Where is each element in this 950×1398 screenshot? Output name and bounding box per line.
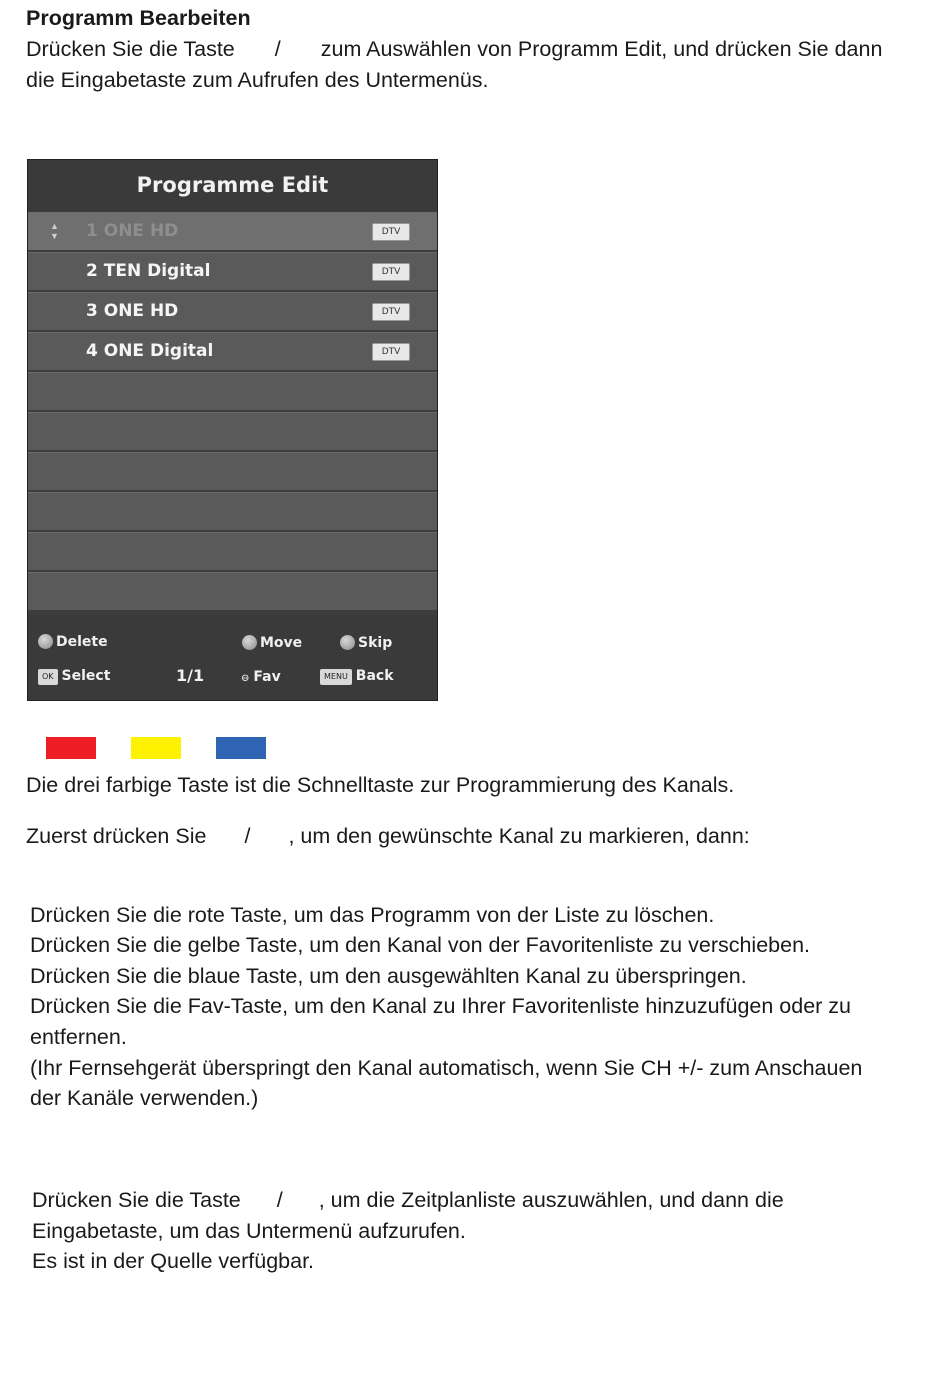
channel-list [28, 212, 437, 612]
delete-label: Delete [56, 634, 108, 650]
move-label: Move [260, 635, 303, 651]
channel-label: 1 ONE HD [86, 221, 179, 241]
empty-row [28, 372, 437, 410]
menu-footer [28, 615, 437, 700]
empty-row [28, 452, 437, 490]
dtv-badge: DTV [372, 303, 410, 321]
yellow-button-icon [242, 635, 257, 650]
intro-line-1 [26, 34, 882, 65]
menu-title: Programme Edit [28, 160, 437, 211]
delete-hint[interactable] [38, 633, 108, 651]
first-text-1: Zuerst drücken Sie [26, 824, 207, 848]
schedule-line-3: Es ist in der Quelle verfügbar. [32, 1249, 315, 1273]
fav-label: Fav [253, 669, 281, 685]
blue-button-icon [340, 635, 355, 650]
empty-row [28, 532, 437, 570]
channel-row[interactable] [28, 212, 437, 250]
move-hint[interactable] [242, 634, 302, 652]
channel-row[interactable] [28, 252, 437, 290]
red-key-swatch [46, 737, 96, 759]
instruction-line: (Ihr Fernsehgerät überspringt den Kanal automatisch, wenn Sie CH +/- zum Anschauen [30, 1056, 863, 1080]
schedule-line-1 [32, 1185, 784, 1216]
programme-edit-menu [27, 159, 438, 701]
empty-row [28, 572, 437, 610]
skip-label: Skip [358, 635, 393, 651]
back-label: Back [355, 668, 394, 684]
instruction-line: Drücken Sie die Fav-Taste, um den Kanal zu Ihrer Favoritenliste hinzuzufügen oder zu [30, 994, 852, 1018]
empty-row [28, 412, 437, 450]
channel-label: 3 ONE HD [86, 301, 179, 321]
first-slash: / [244, 824, 251, 848]
instruction-line: Drücken Sie die gelbe Taste, um den Kanal von der Favoritenliste zu verschieben. [30, 933, 811, 957]
ok-key-icon: OK [38, 669, 58, 685]
blue-key-swatch [216, 737, 266, 759]
intro-text-1: Drücken Sie die Taste [26, 37, 235, 61]
channel-row[interactable] [28, 332, 437, 370]
page-indicator: 1/1 [176, 666, 205, 685]
intro-text-2: zum Auswählen von Programm Edit, und drücken Sie dann [320, 37, 883, 61]
red-button-icon [38, 634, 53, 649]
color-keys-text: Die drei farbige Taste ist die Schnelltaste zur Programmierung des Kanals. [26, 773, 735, 797]
select-hint[interactable] [38, 667, 110, 685]
instruction-line: entfernen. [30, 1025, 127, 1049]
intro-slash: / [274, 37, 281, 61]
schedule-line-2: Eingabetaste, um das Untermenü aufzurufen. [32, 1219, 466, 1243]
first-text-2: , um den gewünschte Kanal zu markieren, dann: [288, 824, 750, 848]
dtv-badge: DTV [372, 343, 410, 361]
schedule-slash: / [276, 1188, 283, 1212]
channel-row[interactable] [28, 292, 437, 330]
intro-line-2: die Eingabetaste zum Aufrufen des Untermenüs. [26, 68, 489, 92]
instruction-line: der Kanäle verwenden.) [30, 1086, 259, 1110]
section-heading: Programm Bearbeiten [26, 6, 251, 30]
schedule-text-2: , um die Zeitplanliste auszuwählen, und dann die [318, 1188, 784, 1212]
instruction-line: Drücken Sie die blaue Taste, um den ausgewählten Kanal zu überspringen. [30, 964, 747, 988]
channel-label: 2 TEN Digital [86, 261, 211, 281]
instruction-line: Drücken Sie die rote Taste, um das Programm von der Liste zu löschen. [30, 903, 715, 927]
back-hint[interactable] [320, 667, 394, 685]
dtv-badge: DTV [372, 223, 410, 241]
dtv-badge: DTV [372, 263, 410, 281]
menu-key-icon: MENU [320, 669, 352, 685]
up-down-arrows-icon: ▲ ▼ [50, 221, 59, 241]
fav-hint[interactable] [241, 668, 281, 688]
select-label: Select [61, 668, 111, 684]
schedule-text-1: Drücken Sie die Taste [32, 1188, 241, 1212]
empty-row [28, 492, 437, 530]
yellow-key-swatch [131, 737, 181, 759]
fav-key-icon: ⊖ [241, 673, 250, 684]
channel-label: 4 ONE Digital [86, 341, 214, 361]
skip-hint[interactable] [340, 634, 392, 652]
first-line [26, 821, 750, 852]
